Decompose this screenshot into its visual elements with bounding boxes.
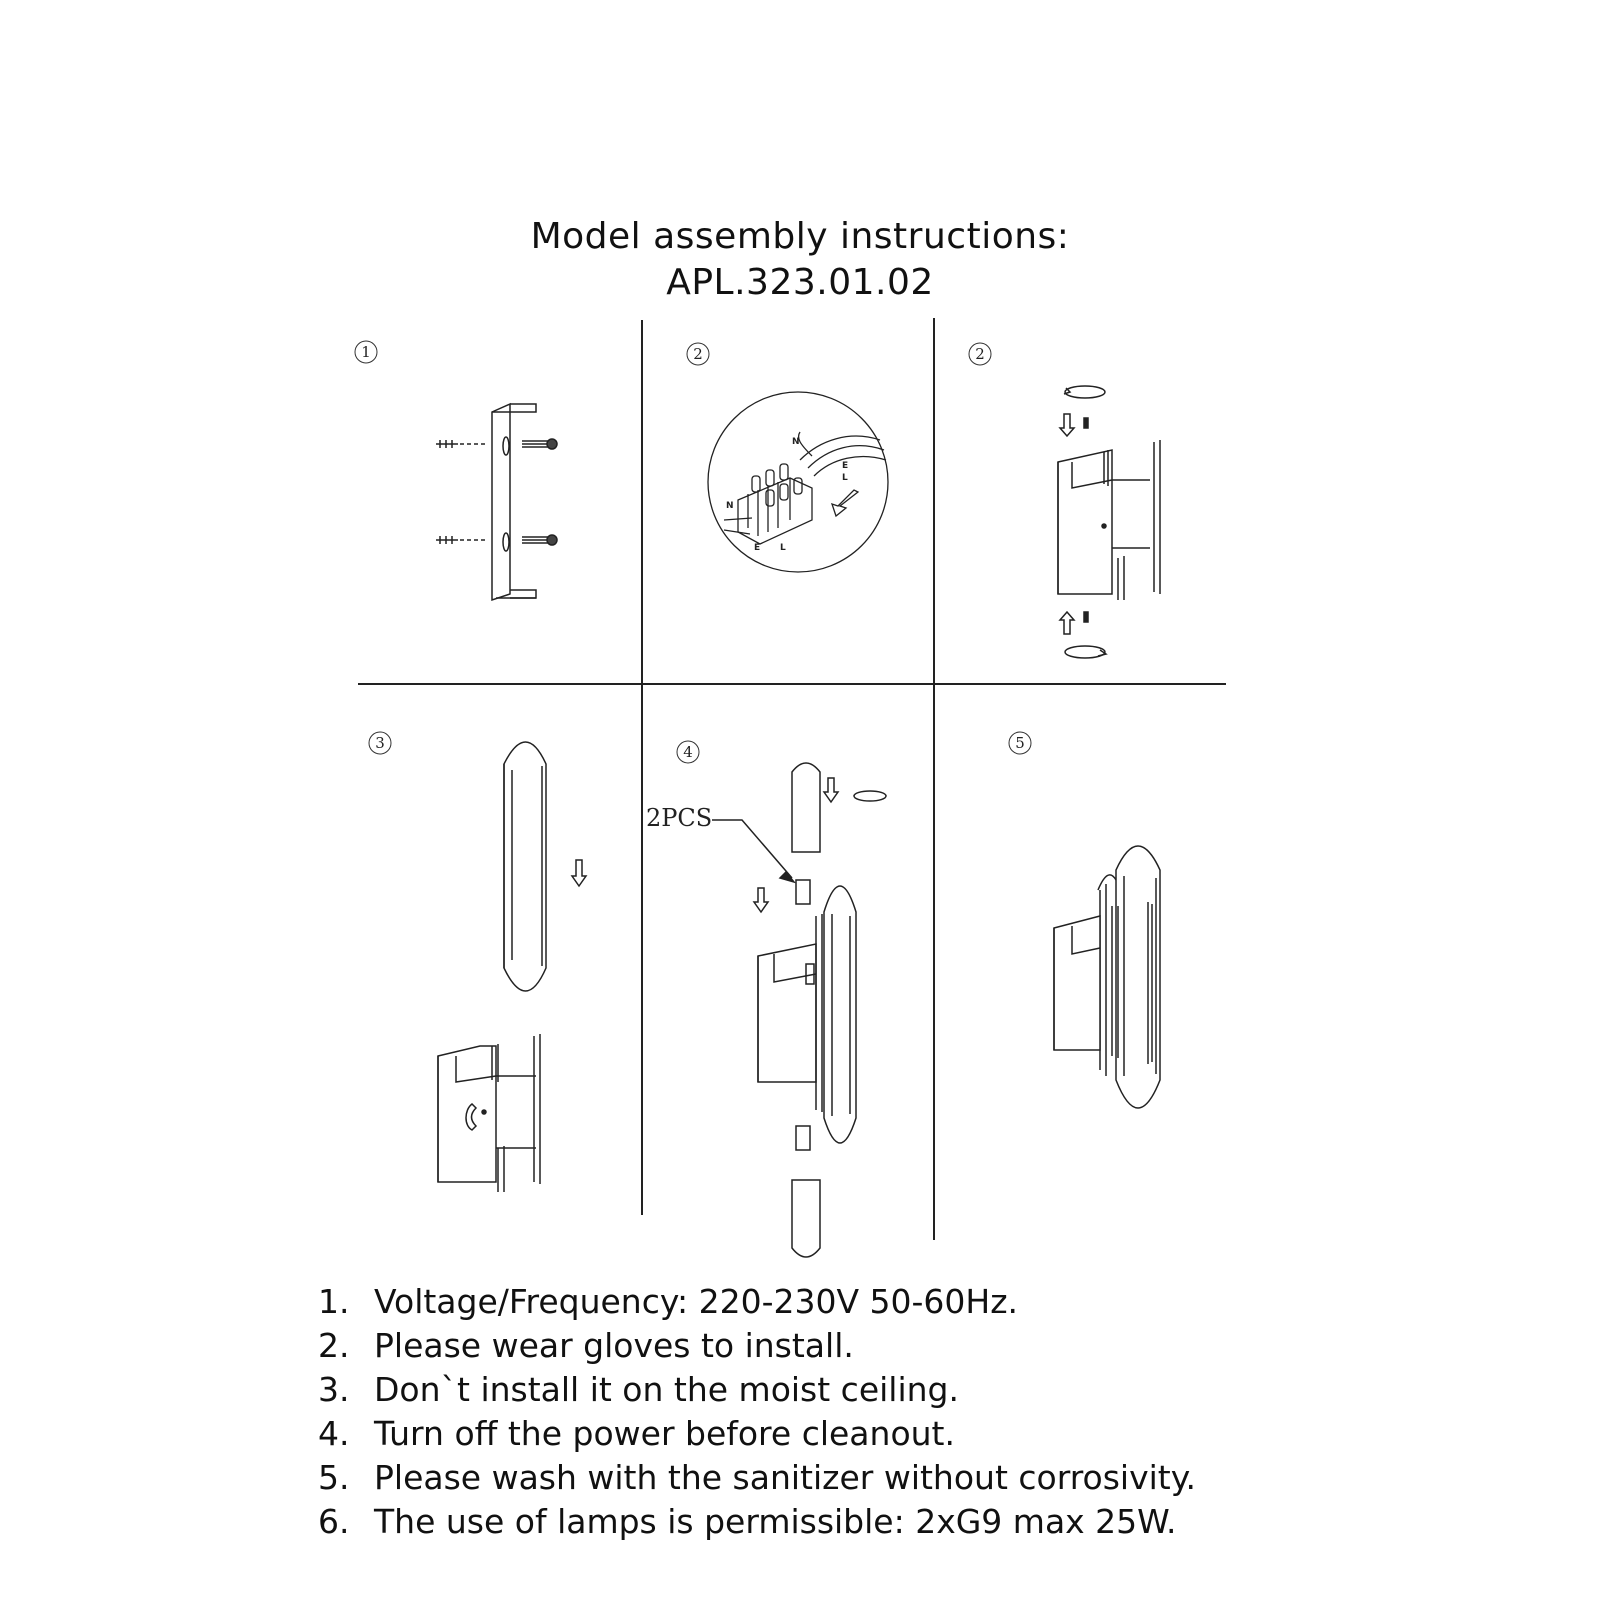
rotate-arrow-icon (854, 791, 886, 801)
notes-list (318, 1280, 1196, 1544)
note-number: 3. (318, 1370, 350, 1409)
bulb-install-drawing (646, 763, 886, 1257)
arrow-down-icon (572, 860, 586, 886)
g9-bulb-icon (796, 880, 810, 904)
note-item (318, 1500, 1196, 1544)
step-1-marker (355, 341, 377, 363)
note-item (318, 1368, 1196, 1412)
note-text: Turn off the power before cleanout. (374, 1414, 955, 1453)
arrow-up-icon (1060, 612, 1074, 634)
glass-tube-icon (792, 1180, 820, 1257)
wall-anchor-icon (436, 440, 488, 544)
wire-label-n-top: N (792, 437, 800, 447)
note-text: Don`t install it on the moist ceiling. (374, 1370, 959, 1409)
step-3-number: 3 (375, 734, 385, 752)
step-2a-number: 2 (693, 345, 703, 363)
screw-icon (1084, 418, 1088, 428)
wire-label-n-left: N (726, 501, 734, 511)
note-text: The use of lamps is permissible: 2xG9 max 25W. (374, 1502, 1177, 1541)
wire-label-l-bottom: L (780, 543, 786, 553)
step-2b-number: 2 (975, 345, 985, 363)
title-line-1: Model assembly instructions: (530, 216, 1070, 257)
lamp-attach-drawing (438, 742, 586, 1192)
g9-bulb-icon (796, 1126, 810, 1150)
model-code: APL.323.01.02 (666, 262, 934, 303)
note-number: 6. (318, 1502, 350, 1541)
note-text: Voltage/Frequency: 220-230V 50-60Hz. (374, 1282, 1019, 1321)
wire-label-e-right: E (842, 461, 849, 471)
mounting-bracket-drawing (436, 404, 557, 600)
wiring-terminal-drawing (708, 392, 888, 572)
wire-label-e-bottom: E (754, 543, 761, 553)
arrow-down-icon (824, 778, 838, 802)
step-4-marker (677, 741, 699, 763)
note-number: 1. (318, 1282, 350, 1321)
arrow-down-icon (1060, 414, 1074, 436)
note-number: 2. (318, 1326, 350, 1365)
bracket-fixing-drawing (1058, 386, 1160, 658)
assembled-lamp-drawing (1054, 846, 1160, 1108)
step-5-marker (1009, 732, 1031, 754)
screw-icon (522, 439, 557, 545)
step-2a-marker (687, 343, 709, 365)
note-item (318, 1324, 1196, 1368)
note-item (318, 1412, 1196, 1456)
note-number: 4. (318, 1414, 350, 1453)
step-5-number: 5 (1015, 734, 1025, 752)
step-2b-marker (969, 343, 991, 365)
parts-count-label: 2PCS (646, 804, 713, 832)
step-1-number: 1 (361, 343, 371, 361)
note-item (318, 1280, 1196, 1324)
glass-tube-icon (792, 763, 820, 852)
step-3-marker (369, 732, 391, 754)
note-item (318, 1456, 1196, 1500)
note-number: 5. (318, 1458, 350, 1497)
note-text: Please wear gloves to install. (374, 1326, 854, 1365)
note-text: Please wash with the sanitizer without corrosivity. (374, 1458, 1197, 1497)
wire-label-l-right: L (842, 473, 848, 483)
step-4-number: 4 (683, 743, 693, 761)
